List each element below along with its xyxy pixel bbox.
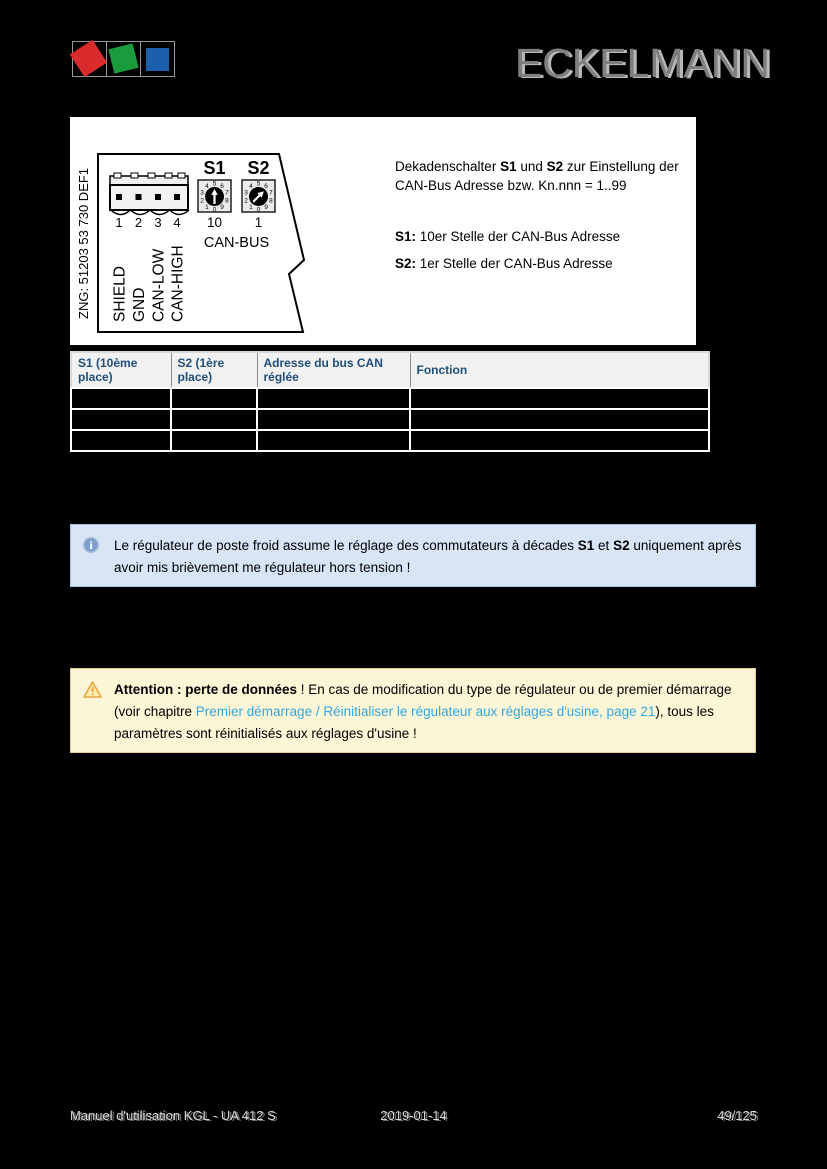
svg-text:4: 4: [205, 183, 209, 190]
table-row: [71, 430, 709, 451]
svg-text:0: 0: [212, 206, 217, 214]
table-cell: [410, 409, 709, 430]
svg-text:2: 2: [244, 197, 248, 205]
brand-wordmark: ECKELMANN: [514, 40, 770, 86]
header-s2-place: S2 (1ère place): [171, 352, 257, 388]
can-connector: [110, 173, 189, 215]
table-cell: [410, 430, 709, 451]
svg-text:6: 6: [264, 183, 268, 190]
logo-cell-green: [107, 42, 141, 76]
table-row: [71, 409, 709, 430]
svg-text:1: 1: [249, 204, 253, 211]
warning-note: [70, 668, 756, 753]
s1-bold: S1: [500, 159, 517, 174]
table-cell: [410, 388, 709, 409]
info-note-text: Le régulateur de poste froid assume le réglage des commutateurs à décades S1 et S2 uniquement après avoir mis brièvement me régulateur hors tension !: [114, 538, 742, 575]
brand-logo: [72, 41, 175, 77]
rotary-switch-s2: [242, 180, 275, 214]
pin-number-4: 4: [173, 215, 181, 230]
pin-number-2: 2: [134, 215, 143, 230]
svg-text:7: 7: [225, 189, 229, 197]
svg-text:9: 9: [264, 204, 268, 211]
table-cell: [171, 430, 257, 451]
table-cell: [257, 430, 410, 451]
switch-s2-label: S2: [247, 158, 270, 178]
header-s1-place: S1 (10ème place): [71, 352, 171, 388]
svg-text:3: 3: [200, 189, 204, 197]
chapter-link[interactable]: Premier démarrage / Réinitialiser le régulateur aux réglages d'usine, page 21: [195, 704, 656, 719]
can-bus-label: CAN-BUS: [203, 235, 270, 251]
pin-label-can-low: CAN-LOW: [150, 248, 168, 322]
s2-multiplier: 1: [254, 215, 263, 230]
warning-title: Attention : perte de données: [114, 682, 298, 697]
green-square-icon: [108, 43, 138, 73]
figure-description: Dekadenschalter S1 und S2 zur Einstellung der CAN-Bus Adresse bzw. Kn.nnn = 1..99: [395, 159, 679, 193]
pin-label-shield: SHIELD: [111, 266, 129, 322]
svg-text:8: 8: [269, 197, 273, 205]
red-square-icon: [70, 40, 107, 77]
s1-explanation: S1: 10er Stelle der CAN-Bus Adresse: [395, 229, 621, 244]
figure-panel: [70, 117, 696, 345]
svg-text:4: 4: [249, 183, 253, 190]
blue-square-icon: [146, 48, 169, 71]
warning-note-text: Attention : perte de données ! En cas de modification du type de régulateur ou de premier démarrage (voir chapitre Premier démarrage / Réinitialiser le régulateur aux réglages d'usine, page 21), tous les paramètres sont réinitialisés aux réglages d'usine !: [114, 682, 732, 741]
svg-text:9: 9: [220, 204, 224, 211]
table-row: [71, 388, 709, 409]
footer-document-title: Manuel d'utilisation KGL - UA 412 S: [70, 1108, 276, 1123]
svg-text:5: 5: [256, 180, 261, 188]
table-cell: [71, 430, 171, 451]
svg-text:3: 3: [244, 189, 248, 197]
header-address: Adresse du bus CAN réglée: [257, 352, 410, 388]
info-note: [70, 524, 756, 587]
pin-label-can-high: CAN-HIGH: [169, 245, 187, 322]
zng-label: ZNG: 51203 53 730 DEF1: [76, 167, 91, 319]
table-cell: [257, 388, 410, 409]
s2-explanation: S2: 1er Stelle der CAN-Bus Adresse: [395, 256, 613, 271]
pin-label-gnd: GND: [131, 287, 148, 322]
svg-text:2: 2: [200, 197, 204, 205]
s1-multiplier: 10: [206, 215, 223, 230]
table-cell: [71, 409, 171, 430]
info-icon: i: [83, 537, 99, 553]
logo-cell-red: [73, 42, 107, 76]
pin-number-3: 3: [154, 215, 162, 230]
svg-text:6: 6: [220, 183, 224, 190]
logo-cell-blue: [141, 42, 174, 76]
s2-bold: S2: [546, 159, 564, 174]
table-cell: [171, 409, 257, 430]
footer-page-number: 49/125: [717, 1108, 757, 1123]
footer-date: 2019-01-14: [380, 1108, 447, 1123]
svg-text:1: 1: [205, 204, 209, 211]
svg-text:8: 8: [225, 197, 229, 205]
table-header-row: [71, 352, 709, 388]
table-cell: [171, 388, 257, 409]
table-cell: [71, 388, 171, 409]
pin-number-1: 1: [115, 215, 123, 230]
header-function: Fonction: [410, 352, 709, 388]
warning-icon: [83, 681, 102, 703]
svg-text:7: 7: [269, 189, 273, 197]
figure-drawing: [70, 117, 390, 345]
switch-s1-label: S1: [203, 158, 226, 178]
rotary-switch-s1: [198, 180, 231, 214]
svg-text:0: 0: [256, 206, 261, 214]
table-cell: [257, 409, 410, 430]
can-address-table: [70, 351, 710, 452]
svg-text:5: 5: [212, 180, 217, 188]
